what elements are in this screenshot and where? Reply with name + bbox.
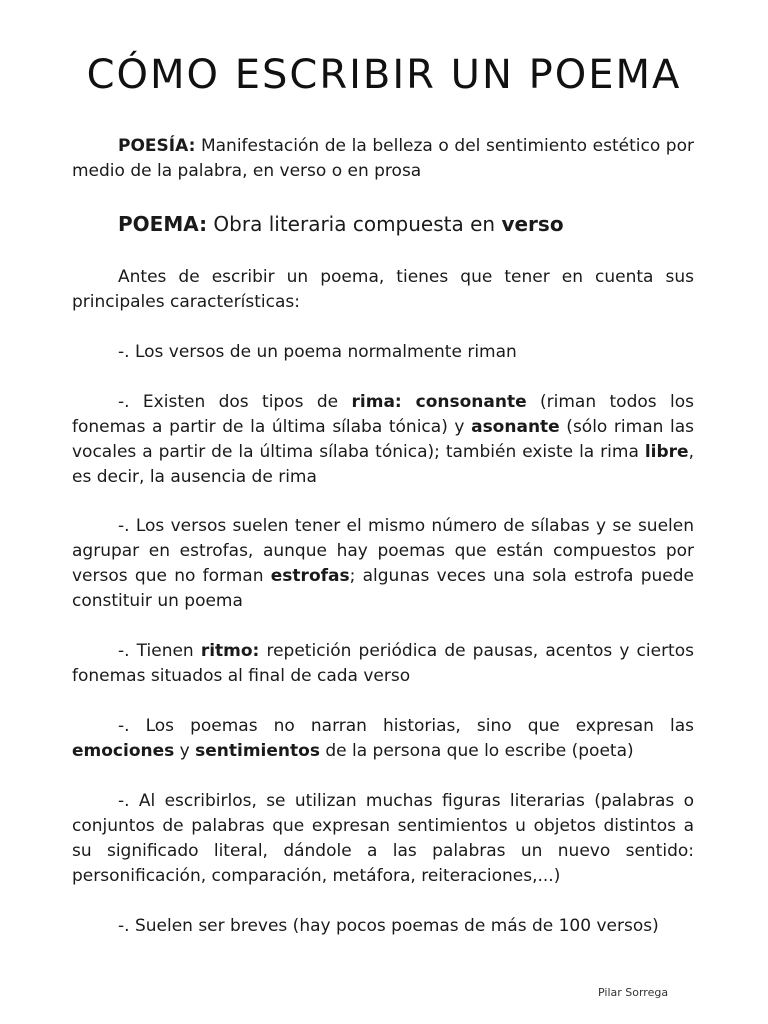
term-emociones: emociones — [72, 741, 175, 761]
list-item-text: -. Los versos suelen tener el mismo número de sílabas y se suelen agrupar en estrofas, aunque hay poemas que están compuestos por versos que no forman — [72, 516, 694, 586]
list-item-text: -. Los versos de un poema normalmente riman — [118, 342, 517, 362]
term-poesia: POESÍA: — [118, 136, 196, 156]
definition-poema-text: Obra literaria compuesta en — [207, 212, 502, 236]
term-sentimientos: sentimientos — [195, 741, 320, 761]
intro-paragraph — [72, 265, 694, 315]
term-rima-consonante: rima: consonante — [351, 392, 527, 412]
list-item-text: , es decir, la ausencia de rima — [72, 442, 694, 487]
list-item-text: -. Suelen ser breves (hay pocos poemas de más de 100 versos) — [118, 916, 659, 936]
list-item-text: -. Tienen — [118, 641, 201, 661]
list-item-2 — [72, 390, 694, 490]
term-ritmo: ritmo: — [200, 641, 260, 661]
list-item-text: y — [174, 741, 196, 761]
list-item-text: -. Los poemas no narran historias, sino que expresan las — [118, 716, 694, 736]
term-verso: verso — [501, 212, 564, 236]
term-estrofas: estrofas — [270, 566, 350, 586]
definition-poesia — [72, 134, 694, 184]
term-poema: POEMA: — [118, 212, 208, 236]
list-item-3 — [72, 514, 694, 614]
list-item-text: repetición periódica de pausas, acentos y ciertos fonemas situados al final de cada verso — [72, 641, 694, 686]
page-title: CÓMO ESCRIBIR UN POEMA — [86, 52, 682, 98]
list-item-text: (sólo riman las vocales a partir de la última sílaba tónica); también existe la rima — [72, 417, 694, 462]
list-item-text: -. Al escribirlos, se utilizan muchas figuras literarias (palabras o conjuntos de palabras que expresan sentimientos u objetos distintos a su significado literal, dándole a las palabras un nuevo sentido: personificación, comparación, metáfora, reiteraciones,...) — [72, 791, 694, 886]
term-libre: libre — [644, 442, 689, 462]
definition-poema — [72, 210, 694, 238]
term-asonante: asonante — [471, 417, 560, 437]
list-item-text: ; algunas veces una sola estrofa puede constituir un poema — [72, 566, 694, 611]
list-item-text: (riman todos los fonemas a partir de la última sílaba tónica) y — [72, 392, 694, 437]
list-item-7 — [72, 914, 694, 939]
definition-poesia-text: Manifestación de la belleza o del sentimiento estético por medio de la palabra, en verso o en prosa — [72, 136, 694, 181]
list-item-text: de la persona que lo escribe (poeta) — [319, 741, 634, 761]
list-item-6 — [72, 789, 694, 889]
list-item-4 — [72, 639, 694, 689]
author-signature: Pilar Sorrega — [598, 986, 669, 999]
list-item-1 — [72, 340, 694, 365]
intro-text: Antes de escribir un poema, tienes que tener en cuenta sus principales características: — [72, 267, 694, 312]
list-item-text: -. Existen dos tipos de — [118, 392, 352, 412]
list-item-5 — [72, 714, 694, 764]
